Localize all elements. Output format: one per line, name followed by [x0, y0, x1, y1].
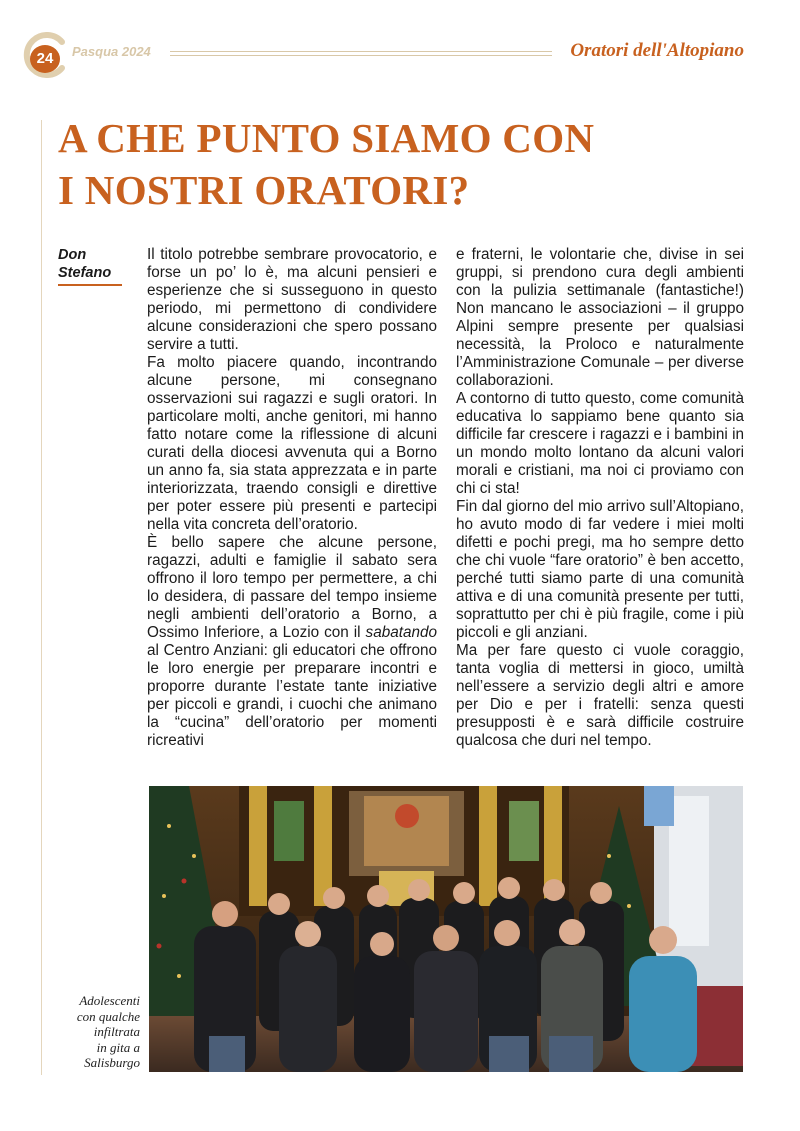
- article-column-1: [147, 246, 437, 750]
- header-rule-top: [170, 51, 552, 52]
- paragraph: Ma per fare questo ci vuole coraggio, tanta voglia di mettersi in gioco, umiltà nell’essere a servizio degli altri e amore per Dio e per i fratelli: senza questi presupposti è e sarà difficile costruire qualcosa che duri nel tempo.: [456, 642, 744, 749]
- group-photo: [149, 786, 743, 1072]
- author-underline: [58, 284, 122, 286]
- paragraph: A contorno di tutto questo, come comunità educativa lo sappiamo bene quanto sia difficile far crescere i ragazzi e i bambini in un mondo molto lontano da alcuni valori morali e cristiani, ma noi ci proviamo con chi ci sta!: [456, 390, 744, 497]
- photo-caption: [40, 993, 140, 1071]
- article-title-line1: A CHE PUNTO SIAMO CON: [58, 115, 595, 161]
- caption-line: Adolescenti: [79, 993, 140, 1008]
- header-rule-bottom: [170, 55, 552, 56]
- caption-line: con qualche: [76, 1008, 140, 1024]
- article-column-2: [456, 246, 744, 750]
- italic-term: sabatando: [365, 624, 437, 641]
- paragraph: Fa molto piacere quando, incontrando alcune persone, mi consegnano osservazioni sui ragazzi e sugli oratori. In particolare molti, anche genitori, mi hanno fatto notare come la riflessione di alcuni curati della diocesi avvenuta qui a Borno un anno fa, sia stata apprezzata e in parte interiorizzata, traendo consigli e direttive per poter essere più presenti e partecipi nella vita concreta dell’oratorio.: [147, 354, 437, 533]
- paragraph: Fin dal giorno del mio arrivo sull’Altopiano, ho avuto modo di far vedere i miei molti difetti e pochi pregi, ma ho sempre detto che chi vuole “fare oratorio” è ben accetto, perché tutti siamo parte di una comunità attiva e di una comunità presente per tutti, soprattutto per chi è più fragile, come i più piccoli e gli anziani.: [456, 498, 744, 641]
- caption-line: in gita a: [96, 1039, 140, 1055]
- author-line2: Stefano: [58, 265, 112, 281]
- page-number: 24: [30, 45, 60, 73]
- paragraph: Il titolo potrebbe sembrare provocatorio, e forse un po’ lo è, ma alcuni pensieri e esperienze che si susseguono in questo periodo, mi permettono di condividere alcune considerazioni che spero possano servire a tutti.: [147, 246, 437, 353]
- caption-line: Salisburgo: [84, 1055, 140, 1070]
- section-title: Oratori dell'Altopiano: [570, 40, 744, 61]
- caption-line: infiltrata: [93, 1024, 140, 1039]
- paragraph: È bello sapere che alcune persone, ragazzi, adulti e famiglie il sabato sera offrono il loro tempo per permettere, a chi lo desidera, di passare del tempo insieme negli ambienti dell’oratorio a Borno, a Ossimo Inferiore, a Lozio con il sabatando al Centro Anziani: gli educatori che offrono le loro energie per preparare incontri e proporre durante l’estate tante iniziative per piccoli e grandi, i cuochi che animano la “cucina” dell’oratorio per momenti ricreativi: [147, 534, 437, 749]
- article-title-line2: I NOSTRI ORATORI?: [58, 167, 470, 213]
- issue-label: Pasqua 2024: [72, 44, 151, 59]
- author-line1: Don: [58, 247, 87, 263]
- article-author: [58, 246, 122, 282]
- left-margin-rule: [41, 120, 42, 1075]
- paragraph: e fraterni, le volontarie che, divise in sei gruppi, si prendono cura degli ambienti con la pulizia settimanale (fantastiche!) Non mancano le associazioni – il gruppo Alpini sempre presente per qualsiasi necessità, la Proloco e naturalmente l’Amministrazione Comunale – per diverse collaborazioni.: [456, 246, 744, 389]
- article-title: [58, 112, 594, 216]
